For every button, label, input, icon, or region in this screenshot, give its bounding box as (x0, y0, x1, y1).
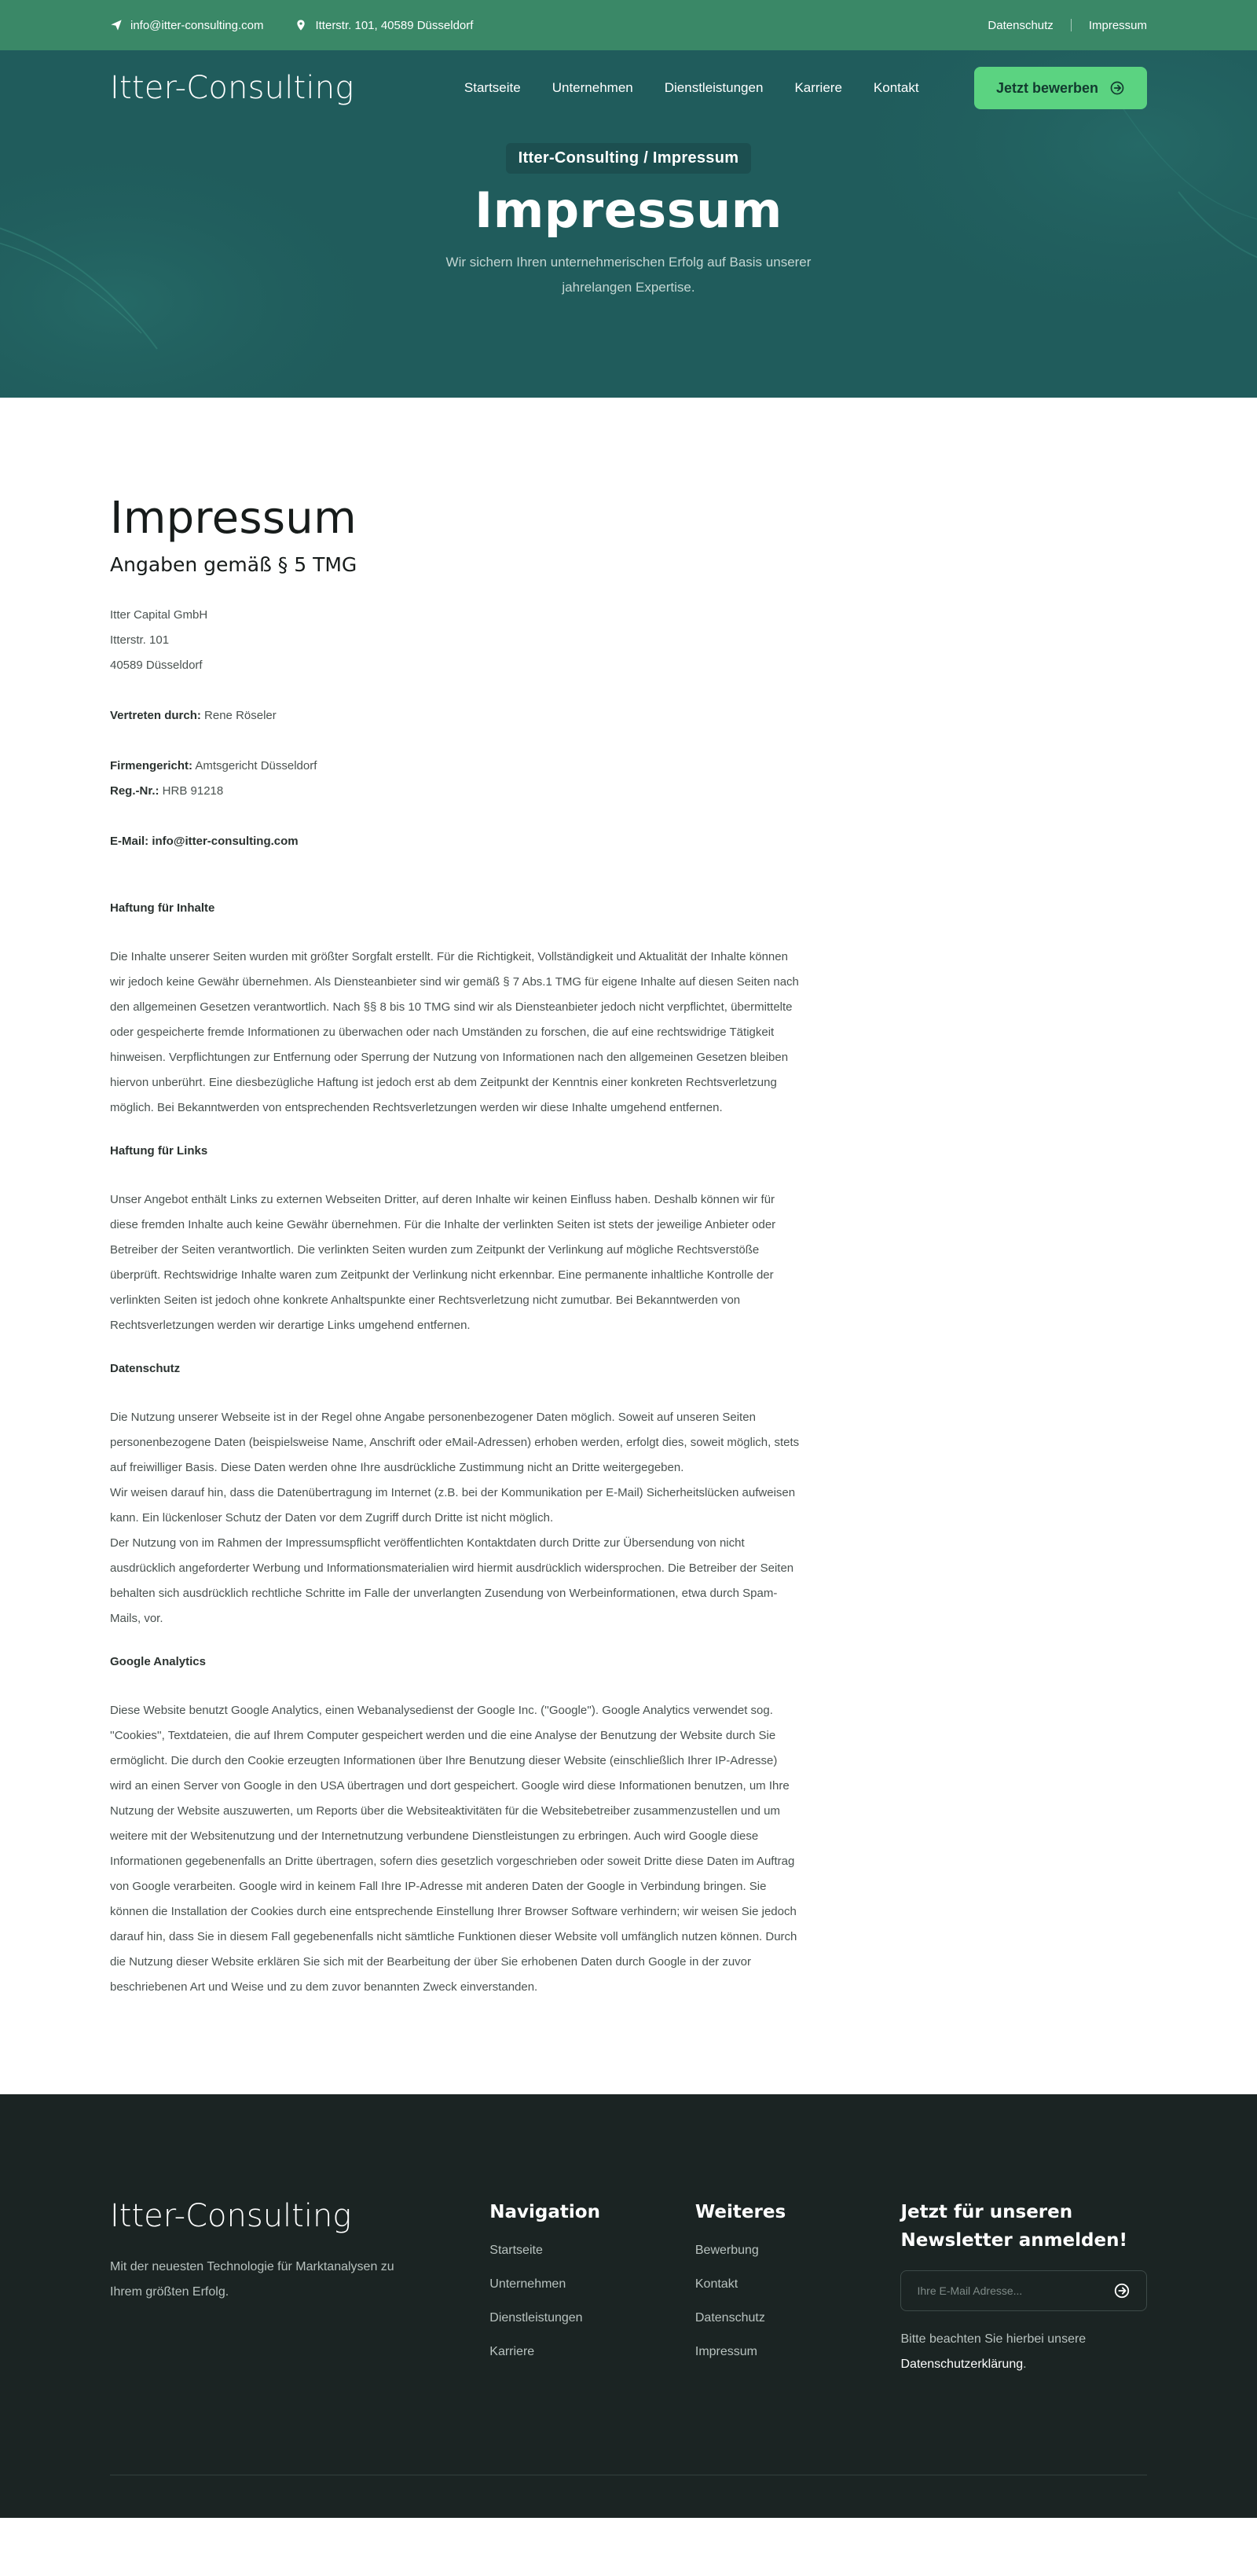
section-text-haftung-links: Unser Angebot enthält Links zu externen Webseiten Dritter, auf deren Inhalte wir keinen Einfluss haben. Deshalb können wir für diese fremden Inhalte auch keine Gewähr übernehmen. Für die Inhalte der verlinkten Seiten ist stets der jeweilige Anbieter oder Betreiber der Seiten verantwortlich. Die verlinkten Seiten wurden zum Zeitpunkt der Verlinkung auf mögliche Rechtsverstöße überprüft. Rechtswidrige Inhalte waren zum Zeitpunkt der Verlinkung nicht erkennbar. Eine permanente inhaltliche Kontrolle der verlinkten Seiten ist jedoch ohne konkrete Anhaltspunkte einer Rechtsverletzung nicht zumutbar. Bei Bekanntwerden von Rechtsverletzungen werden wir derartige Links umgehend entfernen. (110, 1193, 776, 1332)
apply-now-button[interactable] (974, 67, 1147, 109)
nav-menu (464, 80, 919, 96)
footer-link-bewerbung[interactable]: Bewerbung (694, 2244, 759, 2257)
section-heading-datenschutz: Datenschutz (110, 1362, 181, 1375)
section-text-google-analytics: Diese Website benutzt Google Analytics, einen Webanalysedienst der Google Inc. (''Google''). Google Analytics verwendet sog. ''Cookies'', Textdateien, die auf Ihrem Computer gespeichert werden und die eine Analyse der Benutzung der Website durch Sie ermöglicht. Die durch den Cookie erzeugten Informationen über Ihre Benutzung dieser Website (einschließlich Ihrer IP-Adresse) wird an einen Server von Google in den USA übertragen und dort gespeichert. Google wird diese Informationen benutzen, um Ihre Nutzung der Website auszuwerten, um Reports über die Websiteaktivitäten für die Websitebetreiber zusammenzustellen und um weitere mit der Websitenutzung und der Internetnutzung verbundene Dienstleistungen zu erbringen. Auch wird Google diese Informationen gegebenenfalls an Dritte übertragen, sofern dies gesetzlich vorgeschrieben oder soweit Dritte diese Daten im Auftrag von Google verarbeiten. Google wird in keinem Fall Ihre IP-Adresse mit anderen Daten der Google in Verbindung bringen. Sie können die Installation der Cookies durch eine entsprechende Einstellung Ihrer Browser Software verhindern; wir weisen Sie jedoch darauf hin, dass Sie in diesem Fall gegebenenfalls nicht sämtliche Funktionen dieser Website voll umfänglich nutzen können. Durch die Nutzung dieser Website erklären Sie sich mit der Bearbeitung der über Sie erhobenen Daten durch Google in der zuvor beschriebenen Art und Weise und zu dem zuvor benannten Zweck einverstanden. (110, 1704, 797, 1994)
footer-link-unternehmen[interactable]: Unternehmen (489, 2277, 566, 2291)
newsletter-note-end: . (1023, 2358, 1027, 2371)
top-bar (0, 0, 1257, 50)
apply-now-label: Jetzt bewerben (995, 79, 1098, 96)
nav-item-startseite[interactable]: Startseite (464, 80, 521, 95)
contact-email (110, 829, 801, 854)
section-text-haftung-inhalte: Die Inhalte unserer Seiten wurden mit größter Sorgfalt erstellt. Für die Richtigkeit, Vollständigkeit und Aktualität der Inhalte können wir jedoch keine Gewähr übernehmen. Als Diensteanbieter sind wir gemäß § 7 Abs.1 TMG für eigene Inhalte auf diesen Seiten nach den allgemeinen Gesetzen verantwortlich. Nach §§ 8 bis 10 TMG sind wir als Diensteanbieter jedoch nicht verpflichtet, übermittelte oder gespeicherte fremde Informationen zu überwachen oder nach Umständen zu forschen, die auf eine rechtswidrige Tätigkeit hinweisen. Verpflichtungen zur Entfernung oder Sperrung der Nutzung von Informationen nach den allgemeinen Gesetzen bleiben hiervon unberührt. Eine diesbezügliche Haftung ist jedoch erst ab dem Zeitpunkt der Kenntnis einer konkreten Rechtsverletzung möglich. Bei Bekanntwerden von entsprechenden Rechtsverletzungen werden wir diese Inhalte umgehend entfernen. (110, 950, 799, 1114)
nav-item-unternehmen[interactable]: Unternehmen (552, 80, 633, 95)
footer-weiteres (695, 2198, 901, 2377)
company-address (110, 603, 801, 678)
topbar-link-impressum[interactable]: Impressum (1088, 18, 1147, 32)
privacy-policy-link[interactable]: Datenschutzerklärung (900, 2358, 1024, 2371)
represented-label: Vertreten durch: (110, 709, 201, 722)
footer-link-startseite[interactable]: Startseite (489, 2244, 543, 2257)
represented-value: Rene Röseler (200, 709, 277, 722)
newsletter-email-input[interactable] (917, 2284, 1090, 2297)
topbar-address (295, 19, 473, 32)
address-line: Itter Capital GmbH (110, 608, 208, 622)
footer-link-kontakt[interactable]: Kontakt (694, 2277, 738, 2291)
footer-brand (110, 2198, 489, 2377)
section-heading-google-analytics: Google Analytics (110, 1655, 206, 1668)
address-line: 40589 Düsseldorf (110, 659, 203, 672)
breadcrumb: Itter-Consulting / Impressum (506, 143, 752, 174)
regnr-label: Reg.-Nr.: (110, 784, 159, 798)
hero-title: Impressum (475, 182, 782, 239)
hero-subtitle: Wir sichern Ihren unternehmerischen Erfolg auf Basis unserer jahrelangen Expertise. (445, 255, 812, 295)
topbar-email-text[interactable]: info@itter-consulting.com (130, 18, 264, 32)
main-navigation (0, 50, 1257, 126)
email-label: E-Mail: (110, 835, 149, 848)
section-text-datenschutz (110, 1405, 801, 1631)
map-pin-icon (295, 19, 307, 31)
footer-link-karriere[interactable]: Karriere (489, 2345, 535, 2358)
main-content (0, 398, 911, 2094)
page-subtitle: Angaben gemäß § 5 TMG (110, 553, 357, 576)
footer-navigation (489, 2198, 695, 2377)
newsletter-note (900, 2327, 1147, 2377)
circle-arrow-right-icon (1109, 80, 1125, 96)
regnr-value: HRB 91218 (159, 784, 224, 798)
datenschutz-paragraph: Der Nutzung von im Rahmen der Impressumspflicht veröffentlichten Kontaktdaten durch Dritte zur Übersendung von nicht ausdrücklich angeforderter Werbung und Informationsmaterialien wird hiermit ausdrücklich widersprochen. Die Betreiber der Seiten behalten sich ausdrücklich rechtliche Schritte im Falle der unverlangten Zusendung von Werbeinformationen, etwa durch Spam-Mails, vor. (110, 1536, 794, 1625)
nav-item-dienstleistungen[interactable]: Dienstleistungen (664, 80, 764, 95)
topbar-address-text: Itterstr. 101, 40589 Düsseldorf (315, 18, 474, 32)
topbar-link-datenschutz[interactable]: Datenschutz (988, 18, 1054, 32)
site-logo[interactable]: Itter-Consulting (110, 70, 354, 106)
topbar-email[interactable] (110, 19, 263, 32)
page-title: Impressum (110, 493, 357, 544)
paper-plane-icon (110, 19, 123, 31)
footer (0, 2094, 1257, 2518)
footer-link-datenschutz[interactable]: Datenschutz (694, 2311, 765, 2325)
datenschutz-paragraph: Die Nutzung unserer Webseite ist in der Regel ohne Angabe personenbezogener Daten möglich. Soweit auf unseren Seiten personenbezogene Daten (beispielsweise Name, Anschrift oder eMail-Adressen) erhoben werden, erfolgt dies, soweit möglich, stets auf freiwilliger Basis. Diese Daten werden ohne Ihre ausdrückliche Zustimmung nicht an Dritte weitergegeben. (110, 1411, 800, 1474)
hero (0, 50, 1257, 398)
circle-arrow-right-icon[interactable] (1113, 2282, 1131, 2299)
footer-newsletter (900, 2198, 1147, 2377)
address-line: Itterstr. 101 (110, 633, 170, 647)
footer-link-impressum[interactable]: Impressum (694, 2345, 757, 2358)
footer-logo[interactable]: Itter-Consulting (110, 2198, 352, 2234)
newsletter-title: Jetzt für unseren Newsletter anmelden! (900, 2202, 1127, 2251)
section-heading-haftung-inhalte: Haftung für Inhalte (110, 901, 215, 915)
email-value[interactable]: info@itter-consulting.com (148, 835, 299, 848)
footer-link-dienstleistungen[interactable]: Dienstleistungen (489, 2311, 583, 2325)
newsletter-note-text: Bitte beachten Sie hierbei unsere (900, 2332, 1087, 2346)
register-info (110, 754, 801, 804)
register-value: Amtsgericht Düsseldorf (192, 759, 317, 772)
footer-navigation-title: Navigation (489, 2202, 600, 2222)
nav-item-kontakt[interactable]: Kontakt (873, 80, 919, 95)
datenschutz-paragraph: Wir weisen darauf hin, dass die Datenübertragung im Internet (z.B. bei der Kommunikation per E-Mail) Sicherheitslücken aufweisen kann. Ein lückenloser Schutz der Daten vor dem Zugriff durch Dritte ist nicht möglich. (110, 1486, 796, 1525)
represented-by (110, 703, 801, 728)
newsletter-form (900, 2270, 1147, 2311)
footer-tagline: Mit der neuesten Technologie für Marktanalysen zu Ihrem größten Erfolg. (110, 2260, 394, 2299)
section-heading-haftung-links: Haftung für Links (110, 1144, 208, 1158)
register-label: Firmengericht: (110, 759, 193, 772)
hero-content (0, 126, 1257, 300)
topbar-divider (1071, 19, 1072, 31)
nav-item-karriere[interactable]: Karriere (794, 80, 842, 95)
footer-weiteres-title: Weiteres (694, 2202, 786, 2222)
